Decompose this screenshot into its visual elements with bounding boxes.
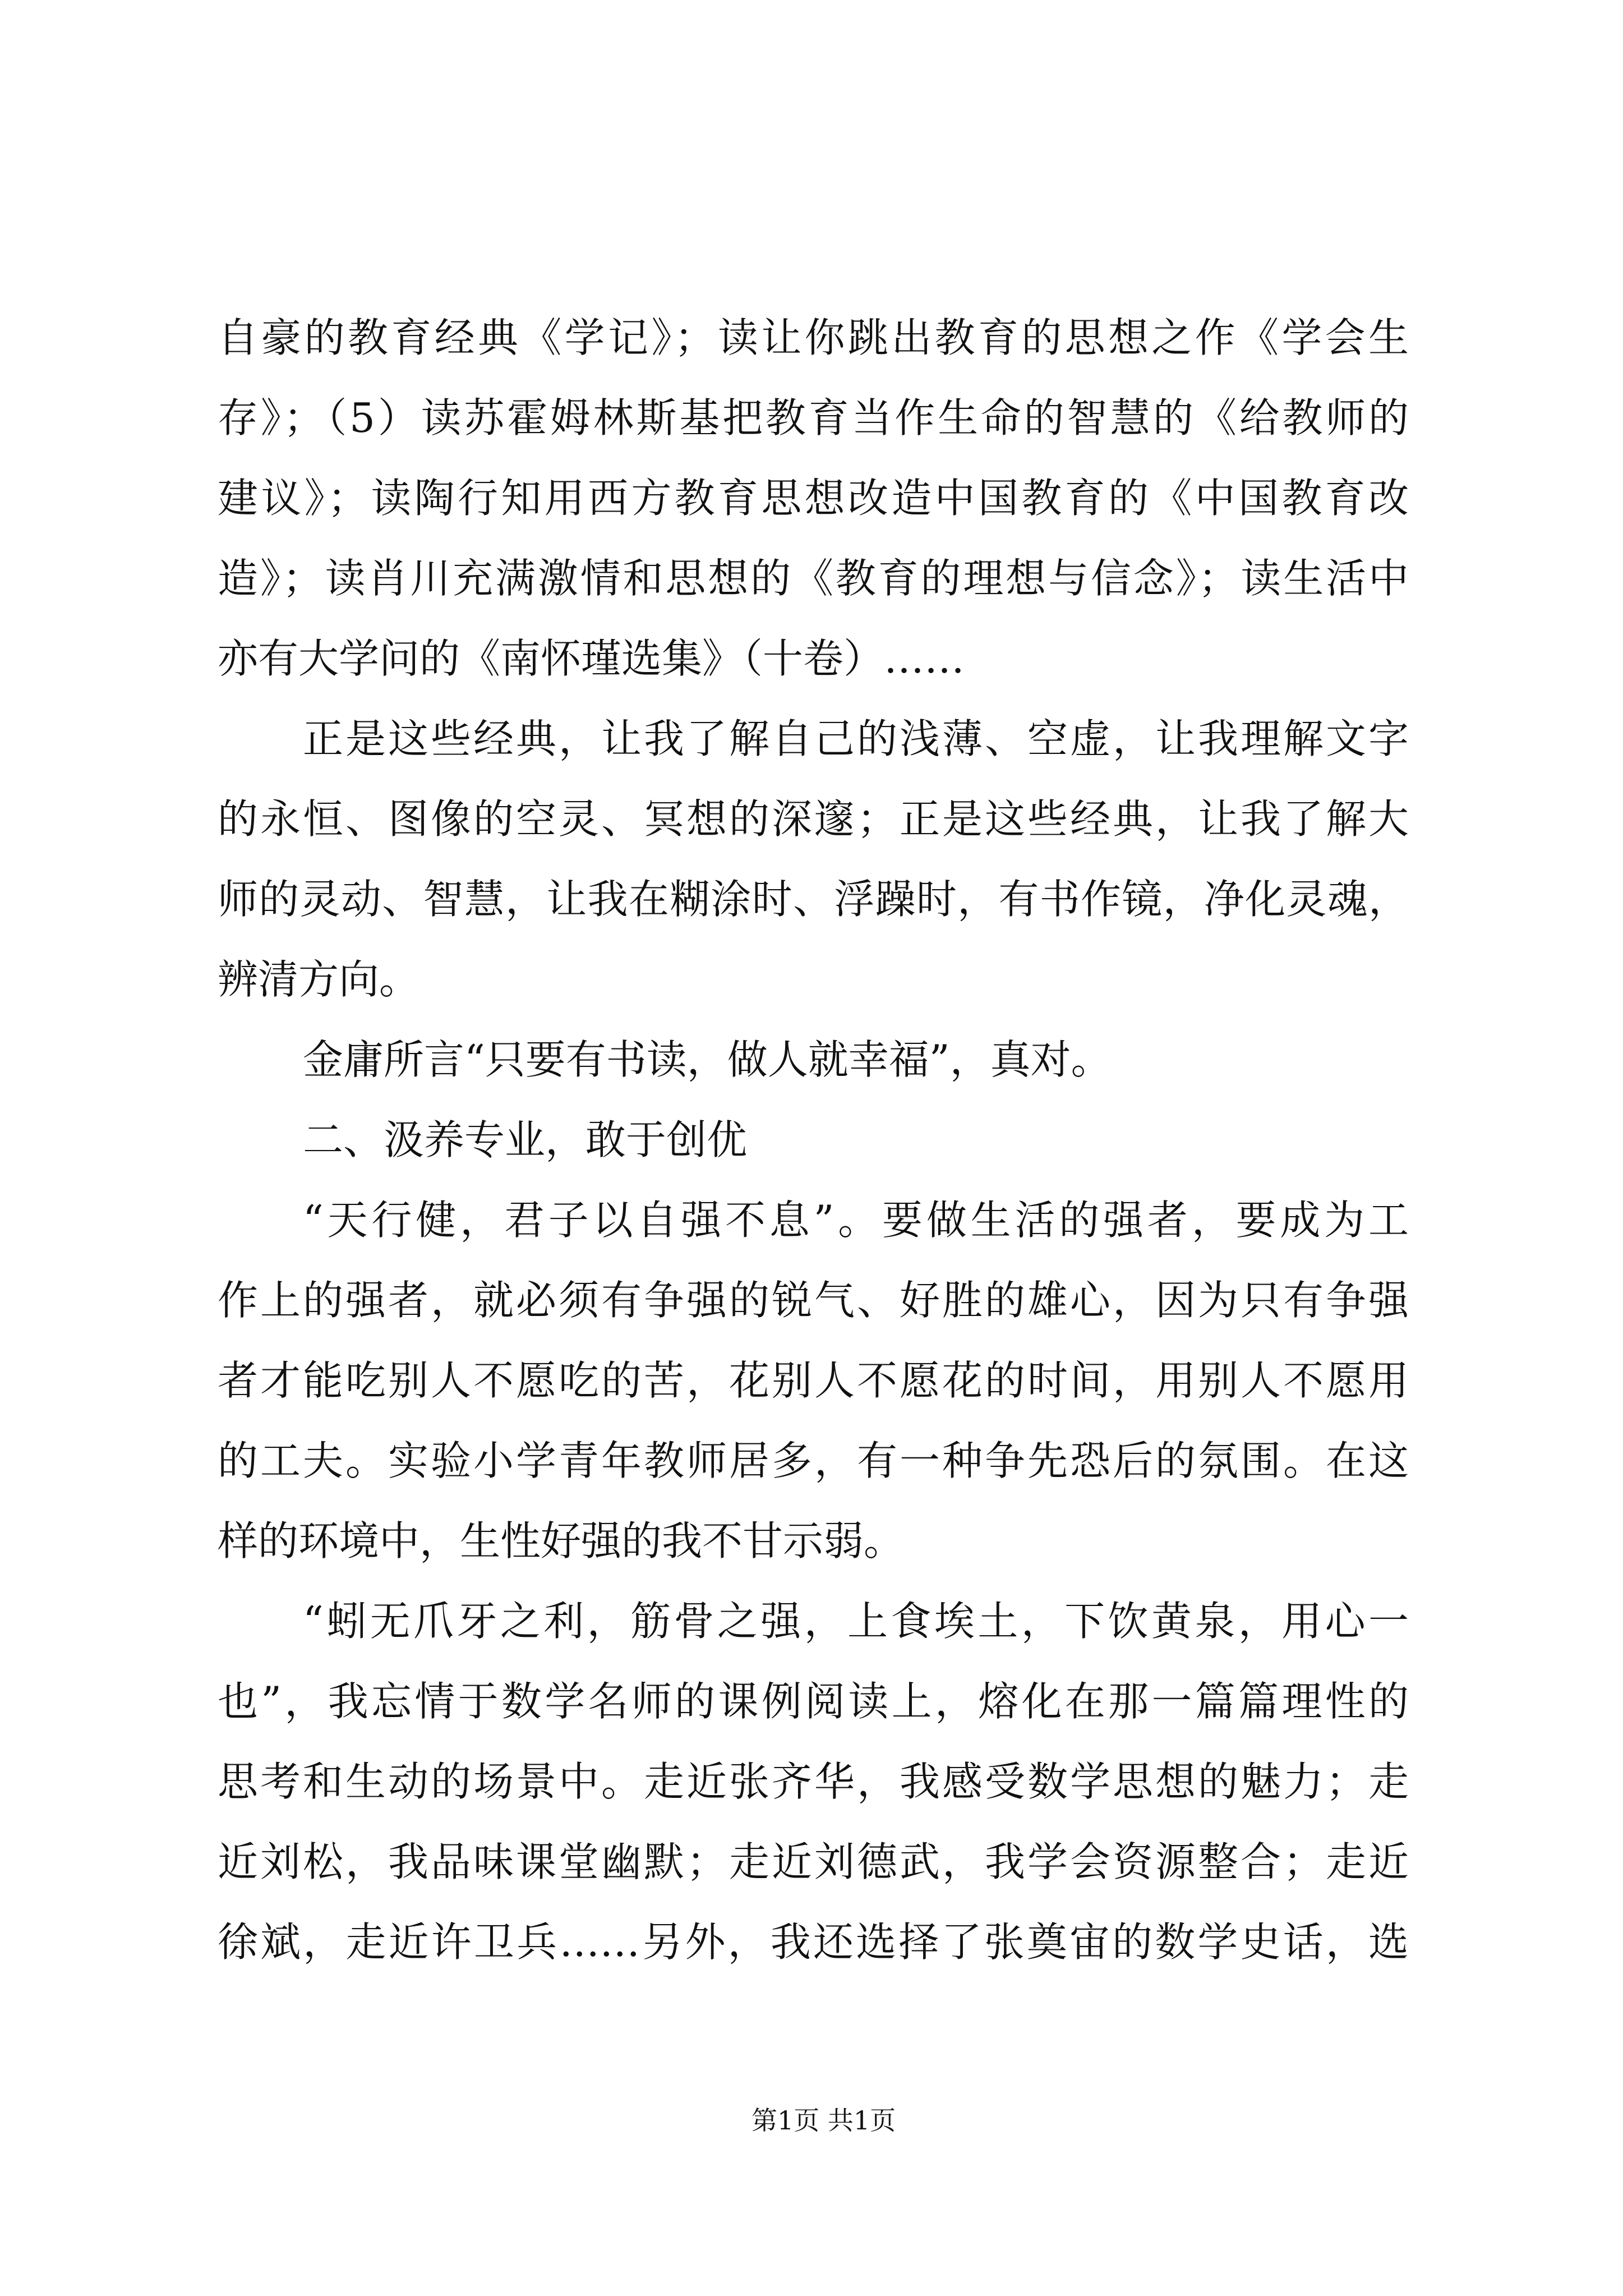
text-line: 金庸所言“只要有书读，做人就幸福”，真对。	[303, 1036, 1112, 1083]
text-line: 样的环境中，生性好强的我不甘示弱。	[218, 1517, 905, 1565]
paragraph	[218, 1020, 1409, 1100]
text-line: 正是这些经典，让我了解自己的浅薄、空虚，让我理解文字	[303, 715, 1409, 762]
page-footer: 第1页 共1页	[751, 2105, 896, 2136]
text-line: 存》；（5）读苏霍姆林斯基把教育当作生命的智慧的《给教师的	[218, 394, 1409, 441]
paragraph	[218, 1581, 1409, 1982]
text-line: 也”，我忘情于数学名师的课例阅读上，熔化在那一篇篇理性的	[218, 1678, 1409, 1725]
text-line: 的永恒、图像的空灵、冥想的深邃；正是这些经典，让我了解大	[218, 795, 1409, 843]
text-line: 的工夫。实验小学青年教师居多，有一种争先恐后的氛围。在这	[218, 1437, 1409, 1484]
text-line: “天行健，君子以自强不息”。要做生活的强者，要成为工	[303, 1197, 1409, 1244]
paragraph	[218, 699, 1409, 1020]
text-line: 自豪的教育经典《学记》；读让你跳出教育的思想之作《学会生	[218, 314, 1409, 361]
text-line: 二、汲养专业，敢于创优	[303, 1116, 748, 1163]
body-text	[218, 298, 1409, 1982]
text-line: “蚓无爪牙之利，筋骨之强，上食埃土，下饮黄泉，用心一	[303, 1598, 1409, 1645]
paragraph	[218, 1180, 1409, 1581]
text-line: 师的灵动、智慧，让我在糊涂时、浮躁时，有书作镜，净化灵魂，	[218, 876, 1409, 923]
text-line: 近刘松，我品味课堂幽默；走近刘德武，我学会资源整合；走近	[218, 1838, 1409, 1885]
text-line: 思考和生动的场景中。走近张齐华，我感受数学思想的魅力；走	[218, 1758, 1409, 1805]
text-line: 辨清方向。	[218, 956, 420, 1003]
text-line: 作上的强者，就必须有争强的锐气、好胜的雄心，因为只有争强	[218, 1277, 1409, 1324]
text-line: 建议》；读陶行知用西方教育思想改造中国教育的《中国教育改	[218, 475, 1409, 522]
text-line: 徐斌，走近许卫兵……另外，我还选择了张奠宙的数学史话，选	[218, 1918, 1409, 1966]
section-heading	[218, 1100, 1409, 1180]
paragraph	[218, 298, 1409, 699]
text-line: 者才能吃别人不愿吃的苦，花别人不愿花的时间，用别人不愿用	[218, 1357, 1409, 1404]
text-line: 亦有大学问的《南怀瑾选集》（十卷）……	[218, 635, 965, 682]
text-line: 造》；读肖川充满激情和思想的《教育的理想与信念》；读生活中	[218, 555, 1409, 602]
